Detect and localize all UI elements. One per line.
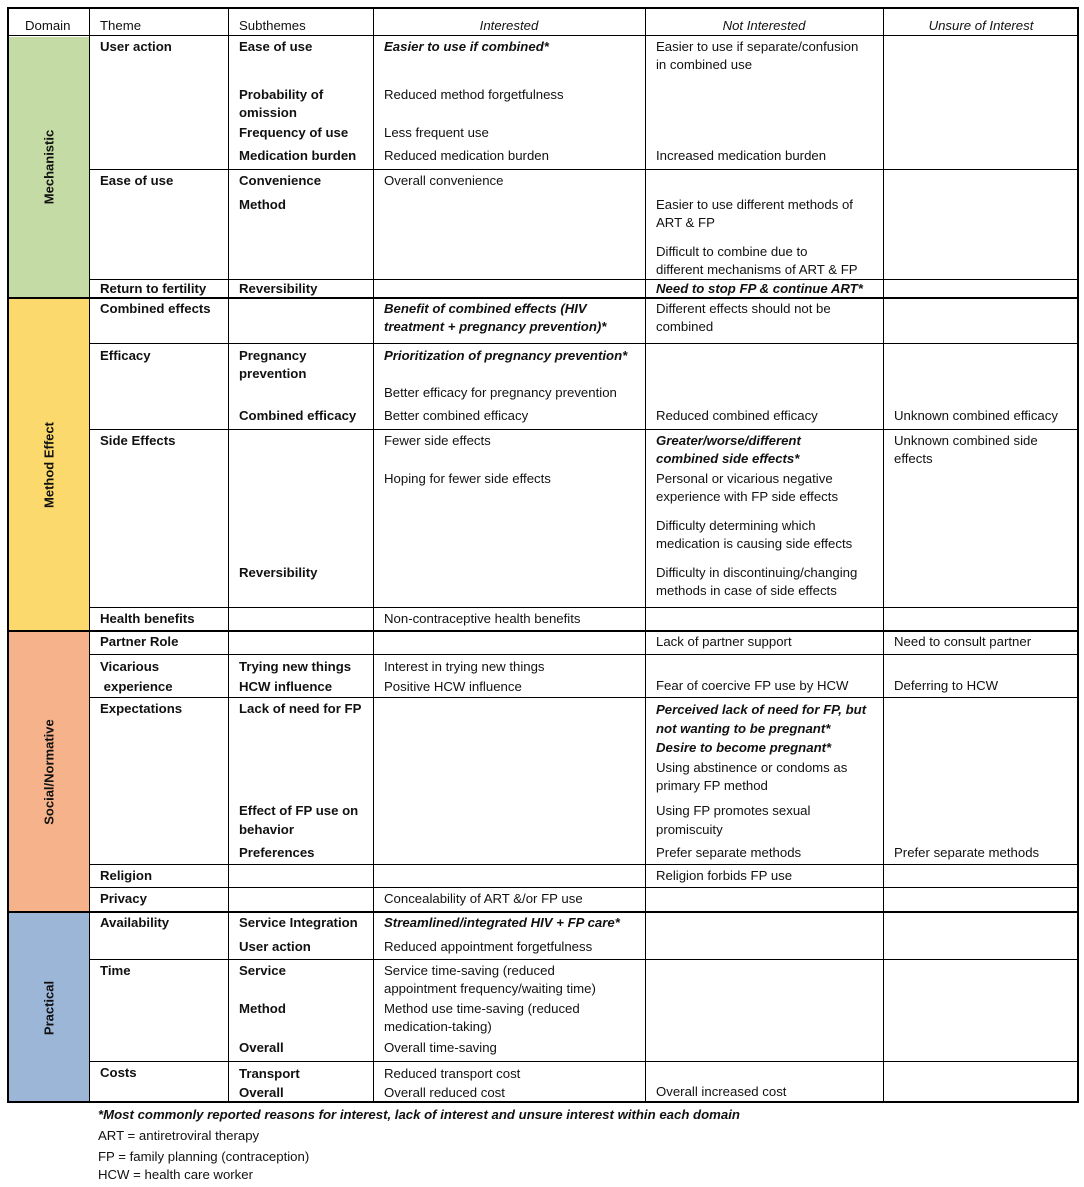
interested-cell: Method use time-saving (reduced medication-taking) <box>384 1001 580 1034</box>
interested-cell: Overall time-saving <box>384 1040 497 1055</box>
col-divider <box>373 9 374 1101</box>
interested-cell: Benefit of combined effects (HIV treatment + pregnancy prevention)* <box>384 301 607 334</box>
subtheme-reversibility: Reversibility <box>239 565 318 580</box>
domain-label-method-effect: Method Effect <box>41 422 57 508</box>
row-divider <box>89 169 1077 170</box>
subtheme-medication-burden: Medication burden <box>239 148 357 163</box>
not-interested-cell: Easier to use if separate/confusion in combined use <box>656 39 859 72</box>
interested-cell: Interest in trying new things Positive HCW influence <box>384 659 545 694</box>
theme-efficacy: Efficacy <box>100 348 151 363</box>
not-interested-cell: Increased medication burden <box>656 148 827 163</box>
theme-religion: Religion <box>100 868 153 883</box>
theme-ease-of-use: Ease of use <box>100 173 174 188</box>
header-domain: Domain <box>25 18 71 33</box>
row-divider <box>89 607 1077 608</box>
domain-divider <box>9 630 1077 632</box>
interested-cell: Better combined efficacy <box>384 408 529 423</box>
subtheme-reversibility: Reversibility <box>239 281 318 296</box>
header-divider <box>9 35 1077 36</box>
header-interested: Interested <box>479 18 539 33</box>
row-divider <box>89 1061 1077 1062</box>
interested-cell: Non-contraceptive health benefits <box>384 611 581 626</box>
unsure-cell: Unknown combined side effects <box>894 433 1038 466</box>
theme-partner-role: Partner Role <box>100 634 179 649</box>
interested-cell: Service time-saving (reduced appointment frequency/waiting time) <box>384 963 596 996</box>
subtheme-frequency-of-use: Frequency of use <box>239 125 349 140</box>
domain-label-social-normative: Social/Normative <box>41 719 57 825</box>
not-interested-cell: Lack of partner support <box>656 634 792 649</box>
header-theme: Theme <box>100 18 142 33</box>
row-divider <box>89 887 1077 888</box>
subtheme-ease-of-use: Ease of use <box>239 39 313 54</box>
header-unsure: Unsure of Interest <box>928 18 1034 33</box>
theme-availability: Availability <box>100 915 170 930</box>
theme-side-effects: Side Effects <box>100 433 176 448</box>
theme-privacy: Privacy <box>100 891 147 906</box>
subtheme-lack-of-need-for-fp: Lack of need for FP <box>239 701 362 716</box>
interested-cell: Prioritization of pregnancy prevention* <box>384 348 628 363</box>
unsure-cell: Deferring to HCW <box>894 678 999 693</box>
row-divider <box>89 343 1077 344</box>
not-interested-cell: Greater/worse/different combined side effects* <box>656 433 801 466</box>
domain-label-mechanistic: Mechanistic <box>41 129 57 205</box>
theme-combined-effects: Combined effects <box>100 301 211 316</box>
footnote-star: *Most commonly reported reasons for interest, lack of interest and unsure interest within each domain <box>98 1107 740 1122</box>
theme-expectations: Expectations <box>100 701 183 716</box>
row-divider <box>89 429 1077 430</box>
interested-cell: Reduced medication burden <box>384 148 549 163</box>
footnote-hcw: HCW = health care worker <box>98 1167 254 1182</box>
interested-cell: Overall convenience <box>384 173 504 188</box>
not-interested-cell: Different effects should not be combined <box>656 301 831 334</box>
unsure-cell: Unknown combined efficacy <box>894 408 1058 423</box>
not-interested-cell: Difficult to combine due to different mechanisms of ART & FP <box>656 244 858 277</box>
header-not-interested: Not Interested <box>722 18 806 33</box>
interested-cell: Streamlined/integrated HIV + FP care* <box>384 915 620 930</box>
interested-cell: Better efficacy for pregnancy prevention <box>384 385 617 400</box>
subtheme-preferences: Preferences <box>239 845 315 860</box>
not-interested-cell: Reduced combined efficacy <box>656 408 818 423</box>
unsure-cell: Prefer separate methods <box>894 845 1040 860</box>
not-interested-cell: Easier to use different methods of ART & FP <box>656 197 853 230</box>
col-divider <box>89 9 90 1101</box>
subtheme-method: Method <box>239 197 286 212</box>
domain-label-practical: Practical <box>41 980 57 1036</box>
interested-cell: Reduced method forgetfulness <box>384 87 564 102</box>
domain-divider <box>9 911 1077 913</box>
not-interested-cell: Prefer separate methods <box>656 845 802 860</box>
subtheme-service-integration: Service Integration <box>239 915 358 930</box>
reasons-table <box>7 7 1079 1103</box>
subtheme-convenience: Convenience <box>239 173 322 188</box>
interested-cell: Fewer side effects <box>384 433 491 448</box>
interested-cell: Reduced transport cost Overall reduced cost <box>384 1066 521 1100</box>
interested-cell: Easier to use if combined* <box>384 39 549 54</box>
subtheme-probability-of-omission: Probability of omission <box>239 87 324 120</box>
interested-cell: Concealability of ART &/or FP use <box>384 891 583 906</box>
theme-time: Time <box>100 963 131 978</box>
row-divider <box>89 959 1077 960</box>
subtheme-user-action: User action <box>239 939 311 954</box>
not-interested-cell: Personal or vicarious negative experience with FP side effects <box>656 471 839 504</box>
not-interested-cell: Using FP promotes sexual promiscuity <box>656 803 811 837</box>
subtheme-pregnancy-prevention: Pregnancy prevention <box>239 348 307 381</box>
row-divider <box>89 654 1077 655</box>
not-interested-cell: Overall increased cost <box>656 1084 787 1099</box>
not-interested-cell: Using abstinence or condoms as primary FP method <box>656 760 848 793</box>
subtheme-service: Service <box>239 963 286 978</box>
unsure-cell: Need to consult partner <box>894 634 1032 649</box>
subtheme-transport-overall: Transport Overall <box>239 1066 300 1100</box>
not-interested-cell: Need to stop FP & continue ART* <box>656 281 863 296</box>
subtheme-trying-new-things-hcw: Trying new things HCW influence <box>239 659 352 694</box>
col-divider <box>645 9 646 1101</box>
interested-cell: Less frequent use <box>384 125 489 140</box>
footnote-art: ART = antiretroviral therapy <box>98 1128 260 1143</box>
interested-cell: Reduced appointment forgetfulness <box>384 939 593 954</box>
subtheme-effect-of-fp-use: Effect of FP use on behavior <box>239 803 359 837</box>
theme-health-benefits: Health benefits <box>100 611 195 626</box>
not-interested-cell: Fear of coercive FP use by HCW <box>656 678 849 693</box>
row-divider <box>89 864 1077 865</box>
row-divider <box>89 279 1077 280</box>
not-interested-cell: Religion forbids FP use <box>656 868 793 883</box>
subtheme-combined-efficacy: Combined efficacy <box>239 408 357 423</box>
theme-return-to-fertility: Return to fertility <box>100 281 207 296</box>
col-divider <box>228 9 229 1101</box>
col-divider <box>883 9 884 1101</box>
not-interested-cell: Difficulty determining which medication is causing side effects <box>656 518 853 551</box>
theme-user-action: User action <box>100 39 172 54</box>
row-divider <box>89 697 1077 698</box>
header-subthemes: Subthemes <box>239 18 306 33</box>
theme-vicarious-experience: Vicarious experience <box>100 659 173 694</box>
theme-costs: Costs <box>100 1065 137 1080</box>
subtheme-method: Method <box>239 1001 286 1016</box>
interested-cell: Hoping for fewer side effects <box>384 471 551 486</box>
not-interested-cell: Perceived lack of need for FP, but not wanting to be pregnant* Desire to become pregnant* <box>656 702 867 755</box>
not-interested-cell: Difficulty in discontinuing/changing methods in case of side effects <box>656 565 858 598</box>
subtheme-overall: Overall <box>239 1040 284 1055</box>
footnote-fp: FP = family planning (contraception) <box>98 1149 310 1164</box>
